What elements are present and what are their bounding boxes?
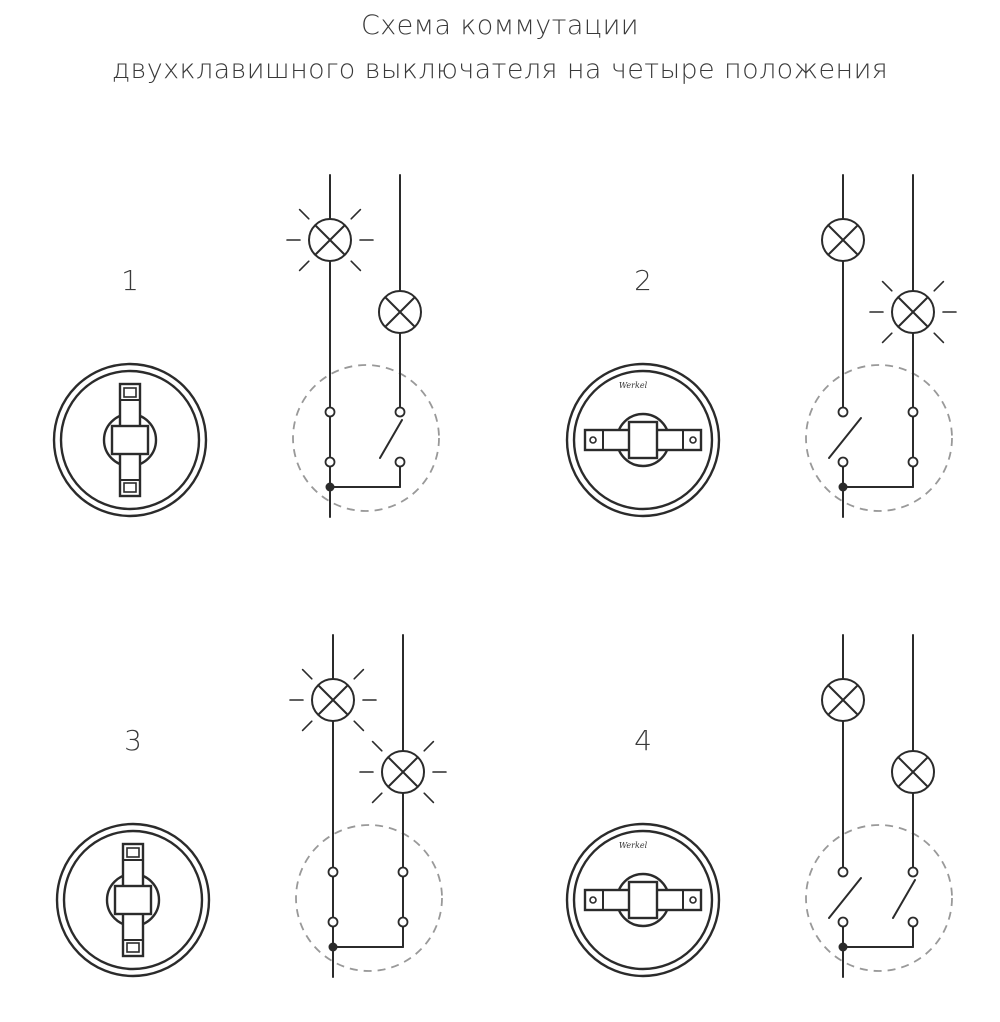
terminal: [326, 458, 335, 467]
panel-number: 3: [124, 724, 142, 757]
terminal: [399, 918, 408, 927]
lever-center-block: [115, 886, 151, 914]
light-ray: [351, 261, 360, 270]
panel-number: 1: [121, 264, 139, 297]
switch-contact-right: [893, 880, 915, 918]
junction-dot: [839, 483, 848, 492]
panel-3: [57, 635, 446, 977]
light-ray: [354, 721, 363, 730]
lever-end-cap: [590, 897, 596, 903]
switch-device: [54, 364, 206, 516]
terminal: [909, 868, 918, 877]
light-ray: [303, 721, 312, 730]
lever-end-cap: [124, 483, 136, 492]
light-ray: [424, 793, 433, 802]
lever-end-cap: [690, 897, 696, 903]
lever-end-cap: [127, 943, 139, 952]
light-ray: [883, 282, 892, 291]
junction-dot: [326, 483, 335, 492]
terminal: [839, 918, 848, 927]
switch-contact-right: [380, 420, 402, 458]
lever-end-cap: [127, 848, 139, 857]
light-ray: [300, 210, 309, 219]
switch-contact-left: [829, 878, 861, 918]
brand-logo: Werkel: [618, 381, 648, 390]
lever-end-cap: [124, 388, 136, 397]
terminal: [909, 918, 918, 927]
lever-center-block: [629, 882, 657, 918]
terminal: [839, 868, 848, 877]
panel-number: 4: [634, 724, 652, 757]
terminal: [329, 918, 338, 927]
junction-dot: [839, 943, 848, 952]
switch-device: [567, 364, 719, 516]
light-ray: [351, 210, 360, 219]
terminal: [396, 408, 405, 417]
light-ray: [934, 282, 943, 291]
terminal: [326, 408, 335, 417]
switch-boundary: [806, 365, 952, 511]
panel-1: [54, 175, 439, 517]
switch-boundary: [293, 365, 439, 511]
terminal: [396, 458, 405, 467]
lamp-left: [287, 197, 373, 283]
terminal: [329, 868, 338, 877]
switch-device: [567, 824, 719, 976]
switch-boundary: [806, 825, 952, 971]
light-ray: [373, 742, 382, 751]
terminal: [909, 408, 918, 417]
switch-boundary: [296, 825, 442, 971]
diagram-title-line1: Схема коммутации: [361, 10, 639, 41]
lamp-right: [870, 269, 956, 355]
diagram-title-line2: двухклавишного выключателя на четыре положения: [111, 54, 889, 85]
lamp-right: [892, 751, 934, 793]
switch-device: [57, 824, 209, 976]
light-ray: [354, 670, 363, 679]
junction-dot: [329, 943, 338, 952]
light-ray: [424, 742, 433, 751]
light-ray: [373, 793, 382, 802]
lamp-right: [379, 291, 421, 333]
lever-end-cap: [690, 437, 696, 443]
panel-2: [567, 175, 956, 517]
lever-center-block: [112, 426, 148, 454]
light-ray: [934, 333, 943, 342]
lever-end-cap: [590, 437, 596, 443]
terminal: [399, 868, 408, 877]
terminal: [839, 458, 848, 467]
lamp-left: [822, 219, 864, 261]
light-ray: [883, 333, 892, 342]
terminal: [909, 458, 918, 467]
switch-contact-left: [829, 418, 861, 458]
lever-center-block: [629, 422, 657, 458]
lamp-right: [360, 729, 446, 815]
light-ray: [303, 670, 312, 679]
panel-number: 2: [634, 264, 652, 297]
light-ray: [300, 261, 309, 270]
lamp-left: [822, 679, 864, 721]
lamp-left: [290, 657, 376, 743]
brand-logo: Werkel: [618, 841, 648, 850]
panel-4: [567, 635, 952, 977]
terminal: [839, 408, 848, 417]
